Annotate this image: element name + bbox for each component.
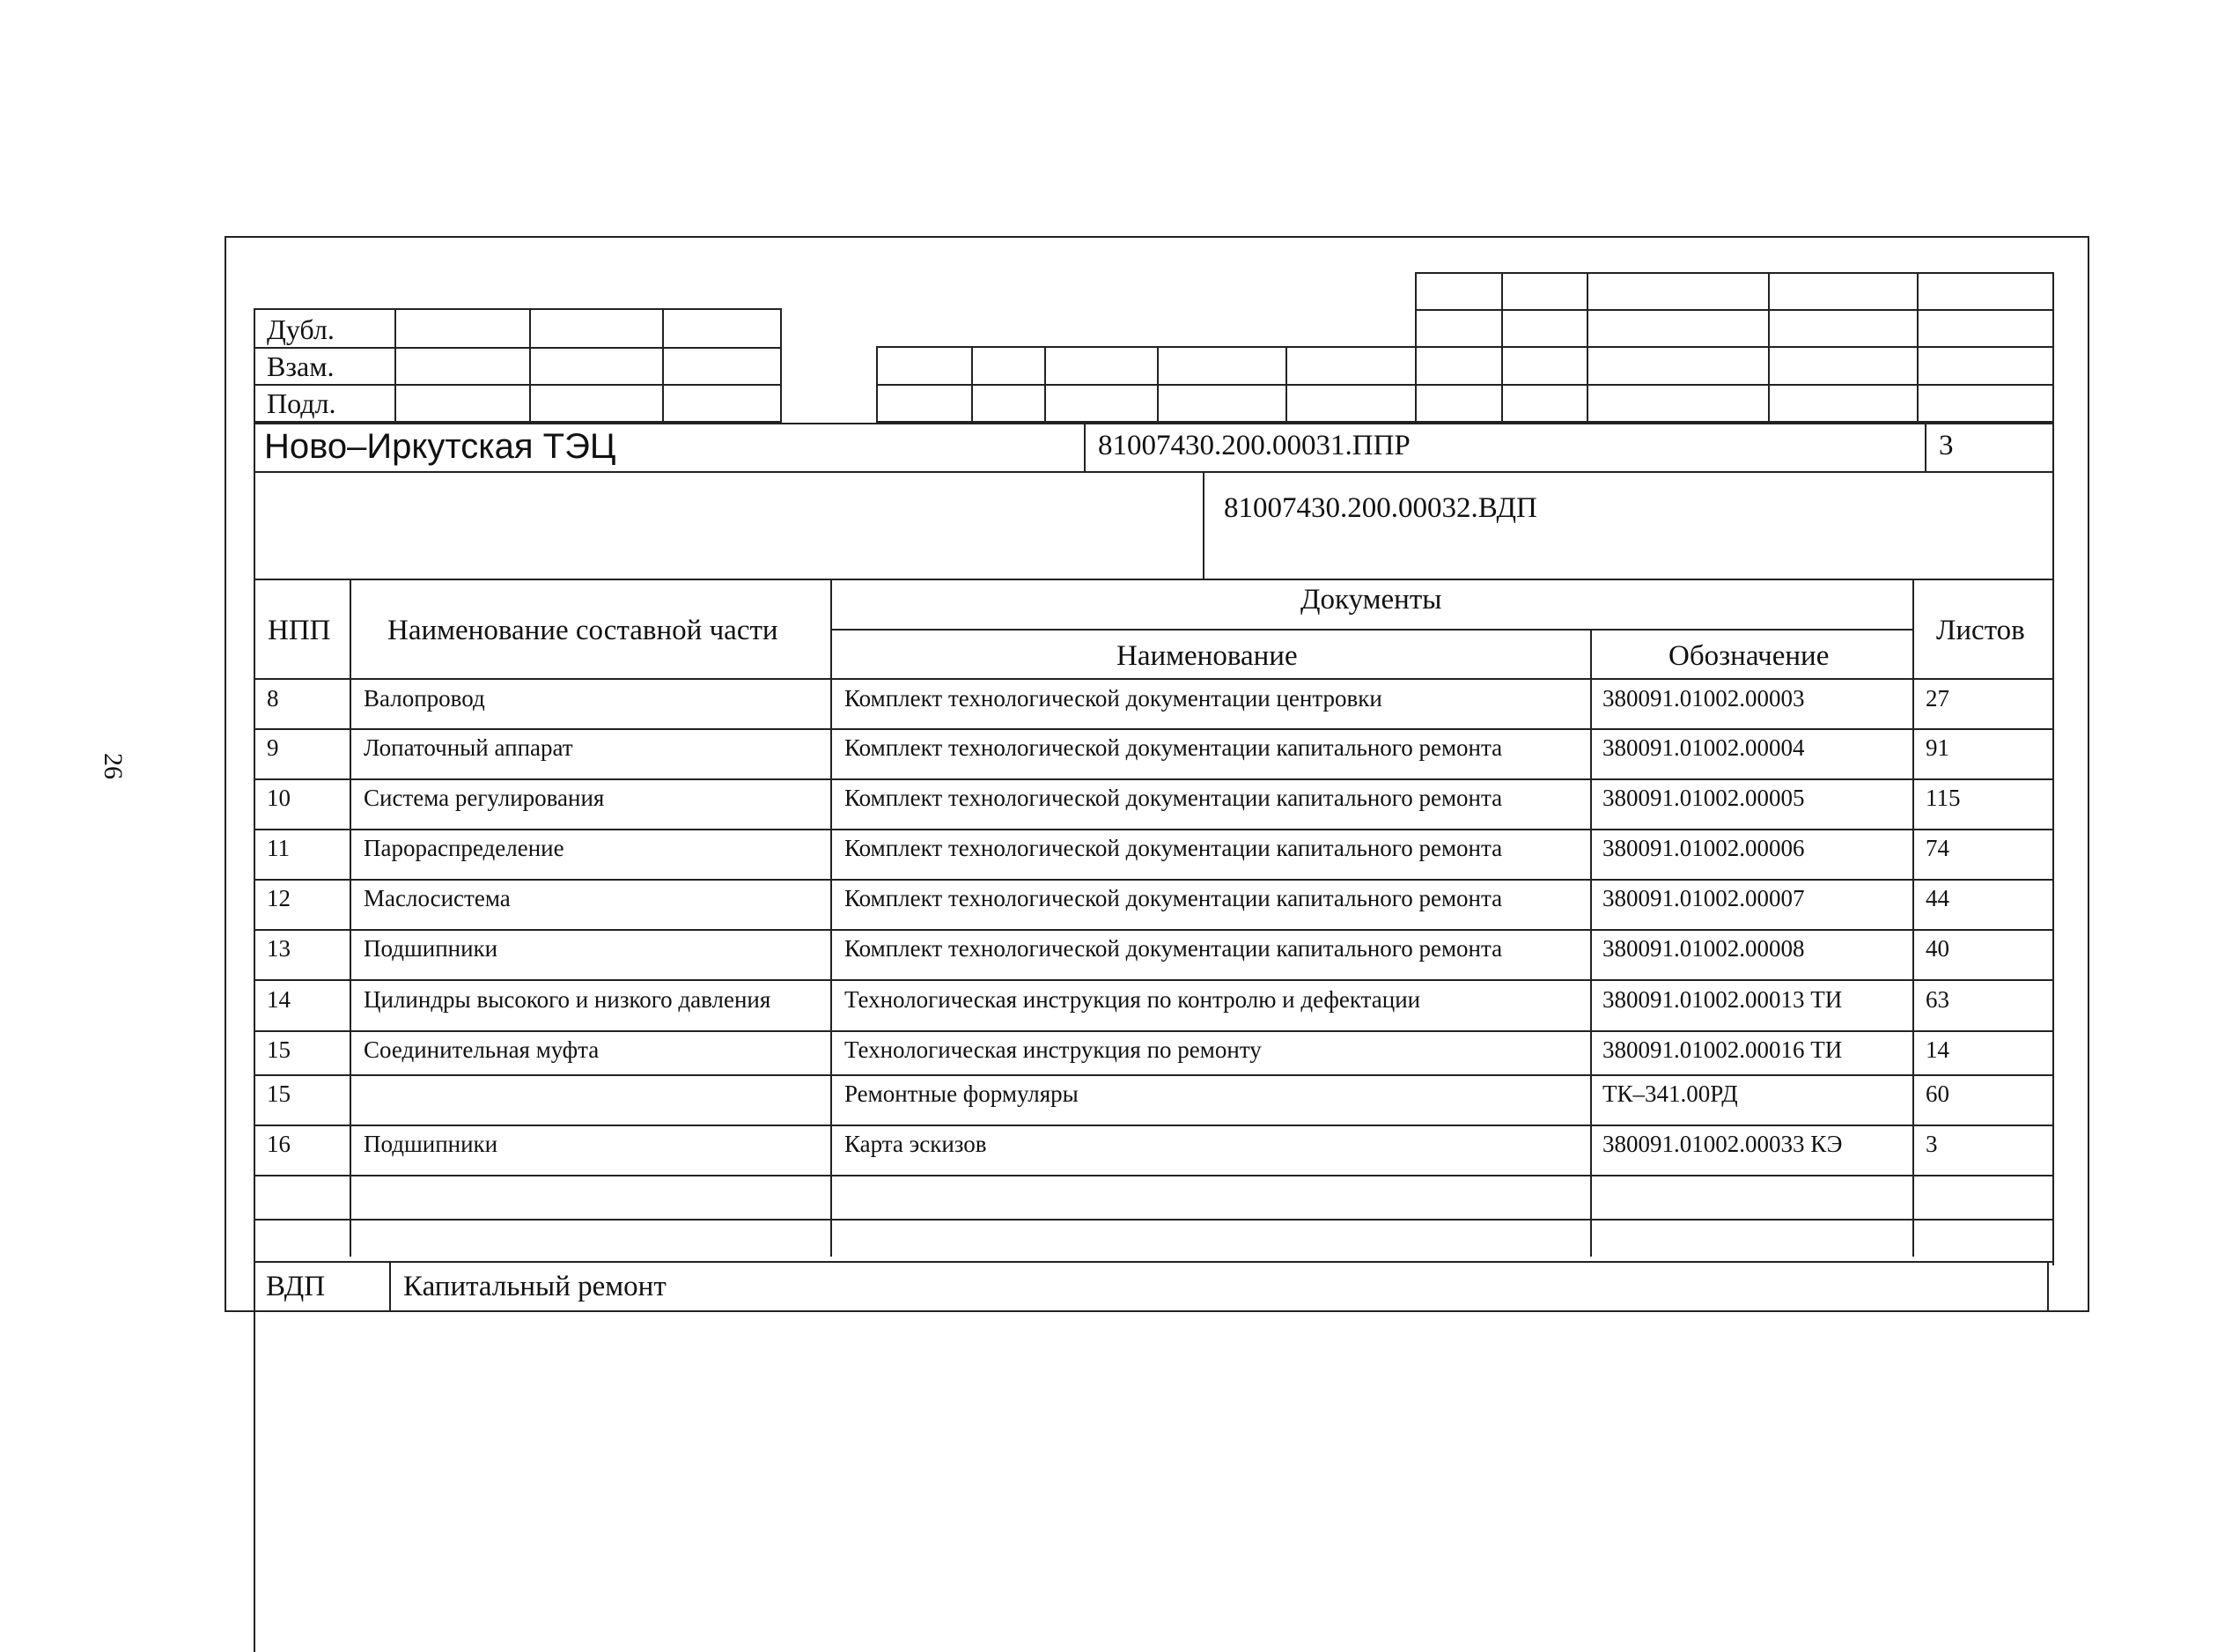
cell-sheets: 3 <box>1926 1131 1938 1157</box>
cell-npp: 15 <box>267 1036 291 1063</box>
cell-doc-name: Комплект технологической документации капитального ремонта <box>844 734 1503 761</box>
column-header-documents: Документы <box>1300 584 1442 616</box>
cell-npp: 15 <box>267 1080 291 1107</box>
stamp-vzam-label: Взам. <box>267 350 335 382</box>
cell-npp: 14 <box>267 986 291 1013</box>
cell-npp: 16 <box>267 1131 291 1157</box>
cell-npp: 11 <box>267 835 290 861</box>
cell-component: Маслосистема <box>364 885 511 911</box>
cell-sheets: 91 <box>1926 734 1949 761</box>
cell-component: Парораспределение <box>364 835 564 861</box>
stamp-dubl-label: Дубл. <box>267 313 335 345</box>
cell-doc-name: Технологическая инструкция по ремонту <box>844 1036 1262 1063</box>
cell-doc-code: 380091.01002.00003 <box>1602 685 1805 712</box>
cell-component: Подшипники <box>364 935 498 962</box>
cell-sheets: 60 <box>1926 1080 1949 1107</box>
column-header-npp: НПП <box>268 615 331 646</box>
cell-doc-code: ТК–341.00РД <box>1602 1080 1738 1107</box>
cell-doc-code: 380091.01002.00013 ТИ <box>1602 986 1843 1013</box>
column-header-component: Наименование составной части <box>387 615 778 646</box>
cell-component: Лопаточный аппарат <box>364 734 573 761</box>
cell-doc-code: 380091.01002.00006 <box>1602 835 1805 861</box>
cell-npp: 8 <box>267 685 279 712</box>
cell-doc-code: 380091.01002.00016 ТИ <box>1602 1036 1843 1063</box>
cell-doc-code: 380091.01002.00004 <box>1602 734 1805 761</box>
cell-component: Система регулирования <box>364 785 605 811</box>
cell-sheets: 115 <box>1926 785 1961 811</box>
cell-component: Цилиндры высокого и низкого давления <box>364 986 771 1013</box>
stamp-podl-label: Подл. <box>267 387 336 419</box>
cell-doc-name: Ремонтные формуляры <box>844 1080 1079 1107</box>
cell-npp: 9 <box>267 734 279 761</box>
cell-npp: 13 <box>267 935 291 962</box>
cell-doc-code: 380091.01002.00007 <box>1602 885 1805 911</box>
cell-doc-code: 380091.01002.00008 <box>1602 935 1805 962</box>
cell-component: Подшипники <box>364 1131 498 1157</box>
cell-doc-name: Комплект технологической документации центровки <box>844 685 1382 712</box>
cell-doc-name: Комплект технологической документации капитального ремонта <box>844 885 1503 911</box>
cell-sheets: 63 <box>1926 986 1949 1013</box>
column-header-doc-name: Наименование <box>1116 640 1298 672</box>
cell-sheets: 74 <box>1926 835 1949 861</box>
cell-npp: 12 <box>267 885 291 911</box>
cell-sheets: 44 <box>1926 885 1949 911</box>
cell-component: Соединительная муфта <box>364 1036 600 1063</box>
page-number: 26 <box>99 753 128 779</box>
sub-document-code: 81007430.200.00032.ВДП <box>1224 492 1537 524</box>
cell-sheets: 40 <box>1926 935 1949 962</box>
organization-name: Ново–Иркутская ТЭЦ <box>264 427 616 466</box>
cell-doc-name: Комплект технологической документации капитального ремонта <box>844 935 1503 962</box>
footer-code: ВДП <box>266 1271 326 1302</box>
cell-component: Валопровод <box>364 685 485 712</box>
cell-doc-name: Комплект технологической документации капитального ремонта <box>844 835 1503 861</box>
column-header-doc-code: Обозначение <box>1668 640 1830 672</box>
column-header-sheets: Листов <box>1936 615 2025 646</box>
document-code: 81007430.200.00031.ППР <box>1098 430 1411 461</box>
sheet-number: 3 <box>1939 430 1954 461</box>
cell-doc-code: 380091.01002.00005 <box>1602 785 1805 811</box>
cell-npp: 10 <box>267 785 291 811</box>
cell-doc-name: Карта эскизов <box>844 1131 987 1157</box>
cell-sheets: 14 <box>1926 1036 1949 1063</box>
cell-sheets: 27 <box>1926 685 1949 712</box>
cell-doc-name: Комплект технологической документации капитального ремонта <box>844 785 1503 811</box>
cell-doc-code: 380091.01002.00033 КЭ <box>1602 1131 1843 1157</box>
footer-title: Капитальный ремонт <box>403 1271 667 1302</box>
cell-doc-name: Технологическая инструкция по контролю и дефектации <box>844 986 1421 1013</box>
